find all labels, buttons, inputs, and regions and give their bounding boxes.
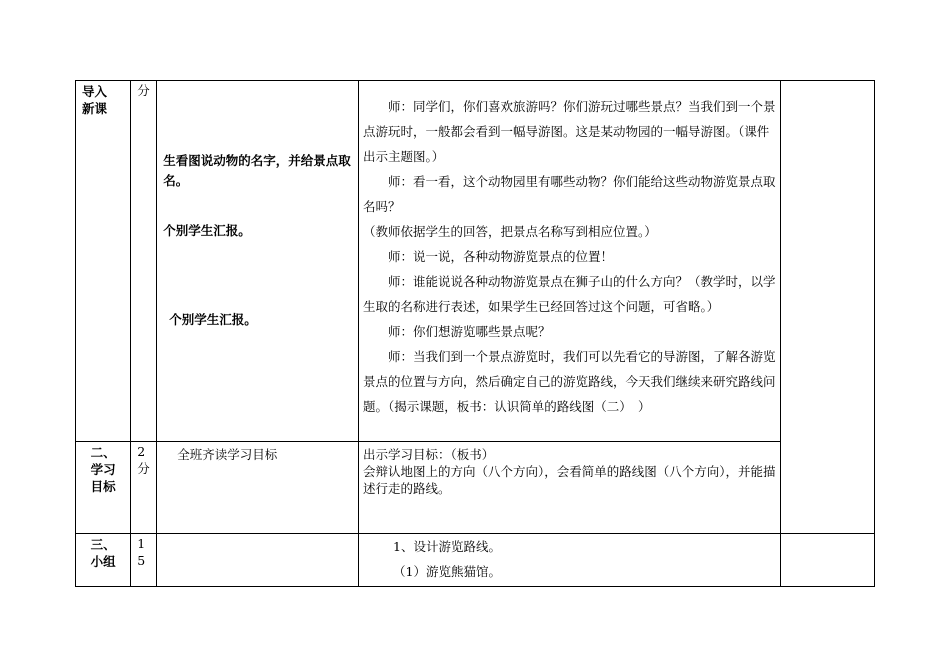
teacher-paragraph: 师：看一看，这个动物园里有哪些动物？你们能给这些动物游览景点取名吗？	[363, 174, 776, 214]
minutes-label: 5	[137, 553, 146, 568]
minutes-label: 1	[137, 536, 146, 551]
student-activity-cell	[157, 442, 359, 534]
student-activity-cell	[157, 81, 359, 442]
teacher-paragraph: 师：你们想游览哪些景点呢？	[388, 324, 551, 339]
section-cell	[76, 81, 131, 442]
section-label: 导入	[82, 84, 108, 99]
teacher-paragraph: 师：说一说，各种动物游览景点的位置！	[388, 249, 614, 264]
section-label: 三、	[90, 537, 116, 552]
objective-heading: 出示学习目标：（板书）	[363, 447, 495, 462]
section-label: 新课	[82, 101, 108, 116]
objective-text: 会辩认地图上的方向（八个方向），会看简单的路线图（八个方向），并能描述行走的路线。	[363, 464, 776, 496]
lesson-plan-table	[75, 80, 875, 587]
minutes-cell	[131, 534, 157, 587]
minutes-label: 分	[137, 83, 150, 98]
section-label: 二、	[90, 445, 116, 460]
minutes-label: 2	[137, 444, 146, 459]
teacher-paragraph: 师：谁能说说各种动物游览景点在狮子山的什么方向？（教学时，以学生取的名称进行表述，如果学生已经回答过这个问题，可省略。）	[363, 274, 776, 314]
table-row	[76, 534, 875, 587]
minutes-cell	[131, 442, 157, 534]
teacher-paragraph: 师：当我们到一个景点游览时，我们可以先看它的导游图，了解各游览景点的位置与方向，然后确定自己的游览路线，今天我们继续来研究路线问题。（揭示课题，板书：认识简单的路线图（二） ）	[363, 349, 776, 414]
teacher-paragraph: 师：同学们，你们喜欢旅游吗？你们游玩过哪些景点？当我们到一个景点游玩时，一般都会看到一幅导游图。这是某动物园的一幅导游图。（课件出示主题图。）	[363, 99, 776, 164]
student-note: 生看图说动物的名字，并给景点取名。	[163, 153, 351, 188]
minutes-label: 分	[137, 461, 150, 476]
section-label: 小组	[90, 554, 116, 569]
teacher-activity-cell	[359, 534, 781, 587]
teacher-paragraph: （教师依据学生的回答，把景点名称写到相应位置。）	[363, 224, 657, 239]
notes-cell	[780, 81, 874, 534]
student-activity-cell	[157, 534, 359, 587]
student-note: 全班齐读学习目标	[177, 447, 278, 462]
section-label: 学习	[90, 462, 116, 477]
section-label: 目标	[90, 479, 116, 494]
teacher-paragraph: 1、设计游览路线。	[393, 539, 502, 554]
minutes-cell	[131, 81, 157, 442]
section-cell	[76, 442, 131, 534]
student-note: 个别学生汇报。	[169, 312, 257, 327]
teacher-activity-cell	[359, 442, 781, 534]
notes-cell	[780, 534, 874, 587]
section-cell	[76, 534, 131, 587]
student-note: 个别学生汇报。	[163, 223, 251, 238]
table-row	[76, 81, 875, 442]
teacher-activity-cell	[359, 81, 781, 442]
teacher-paragraph: （1）游览熊猫馆。	[393, 564, 502, 579]
table-row	[76, 442, 875, 534]
